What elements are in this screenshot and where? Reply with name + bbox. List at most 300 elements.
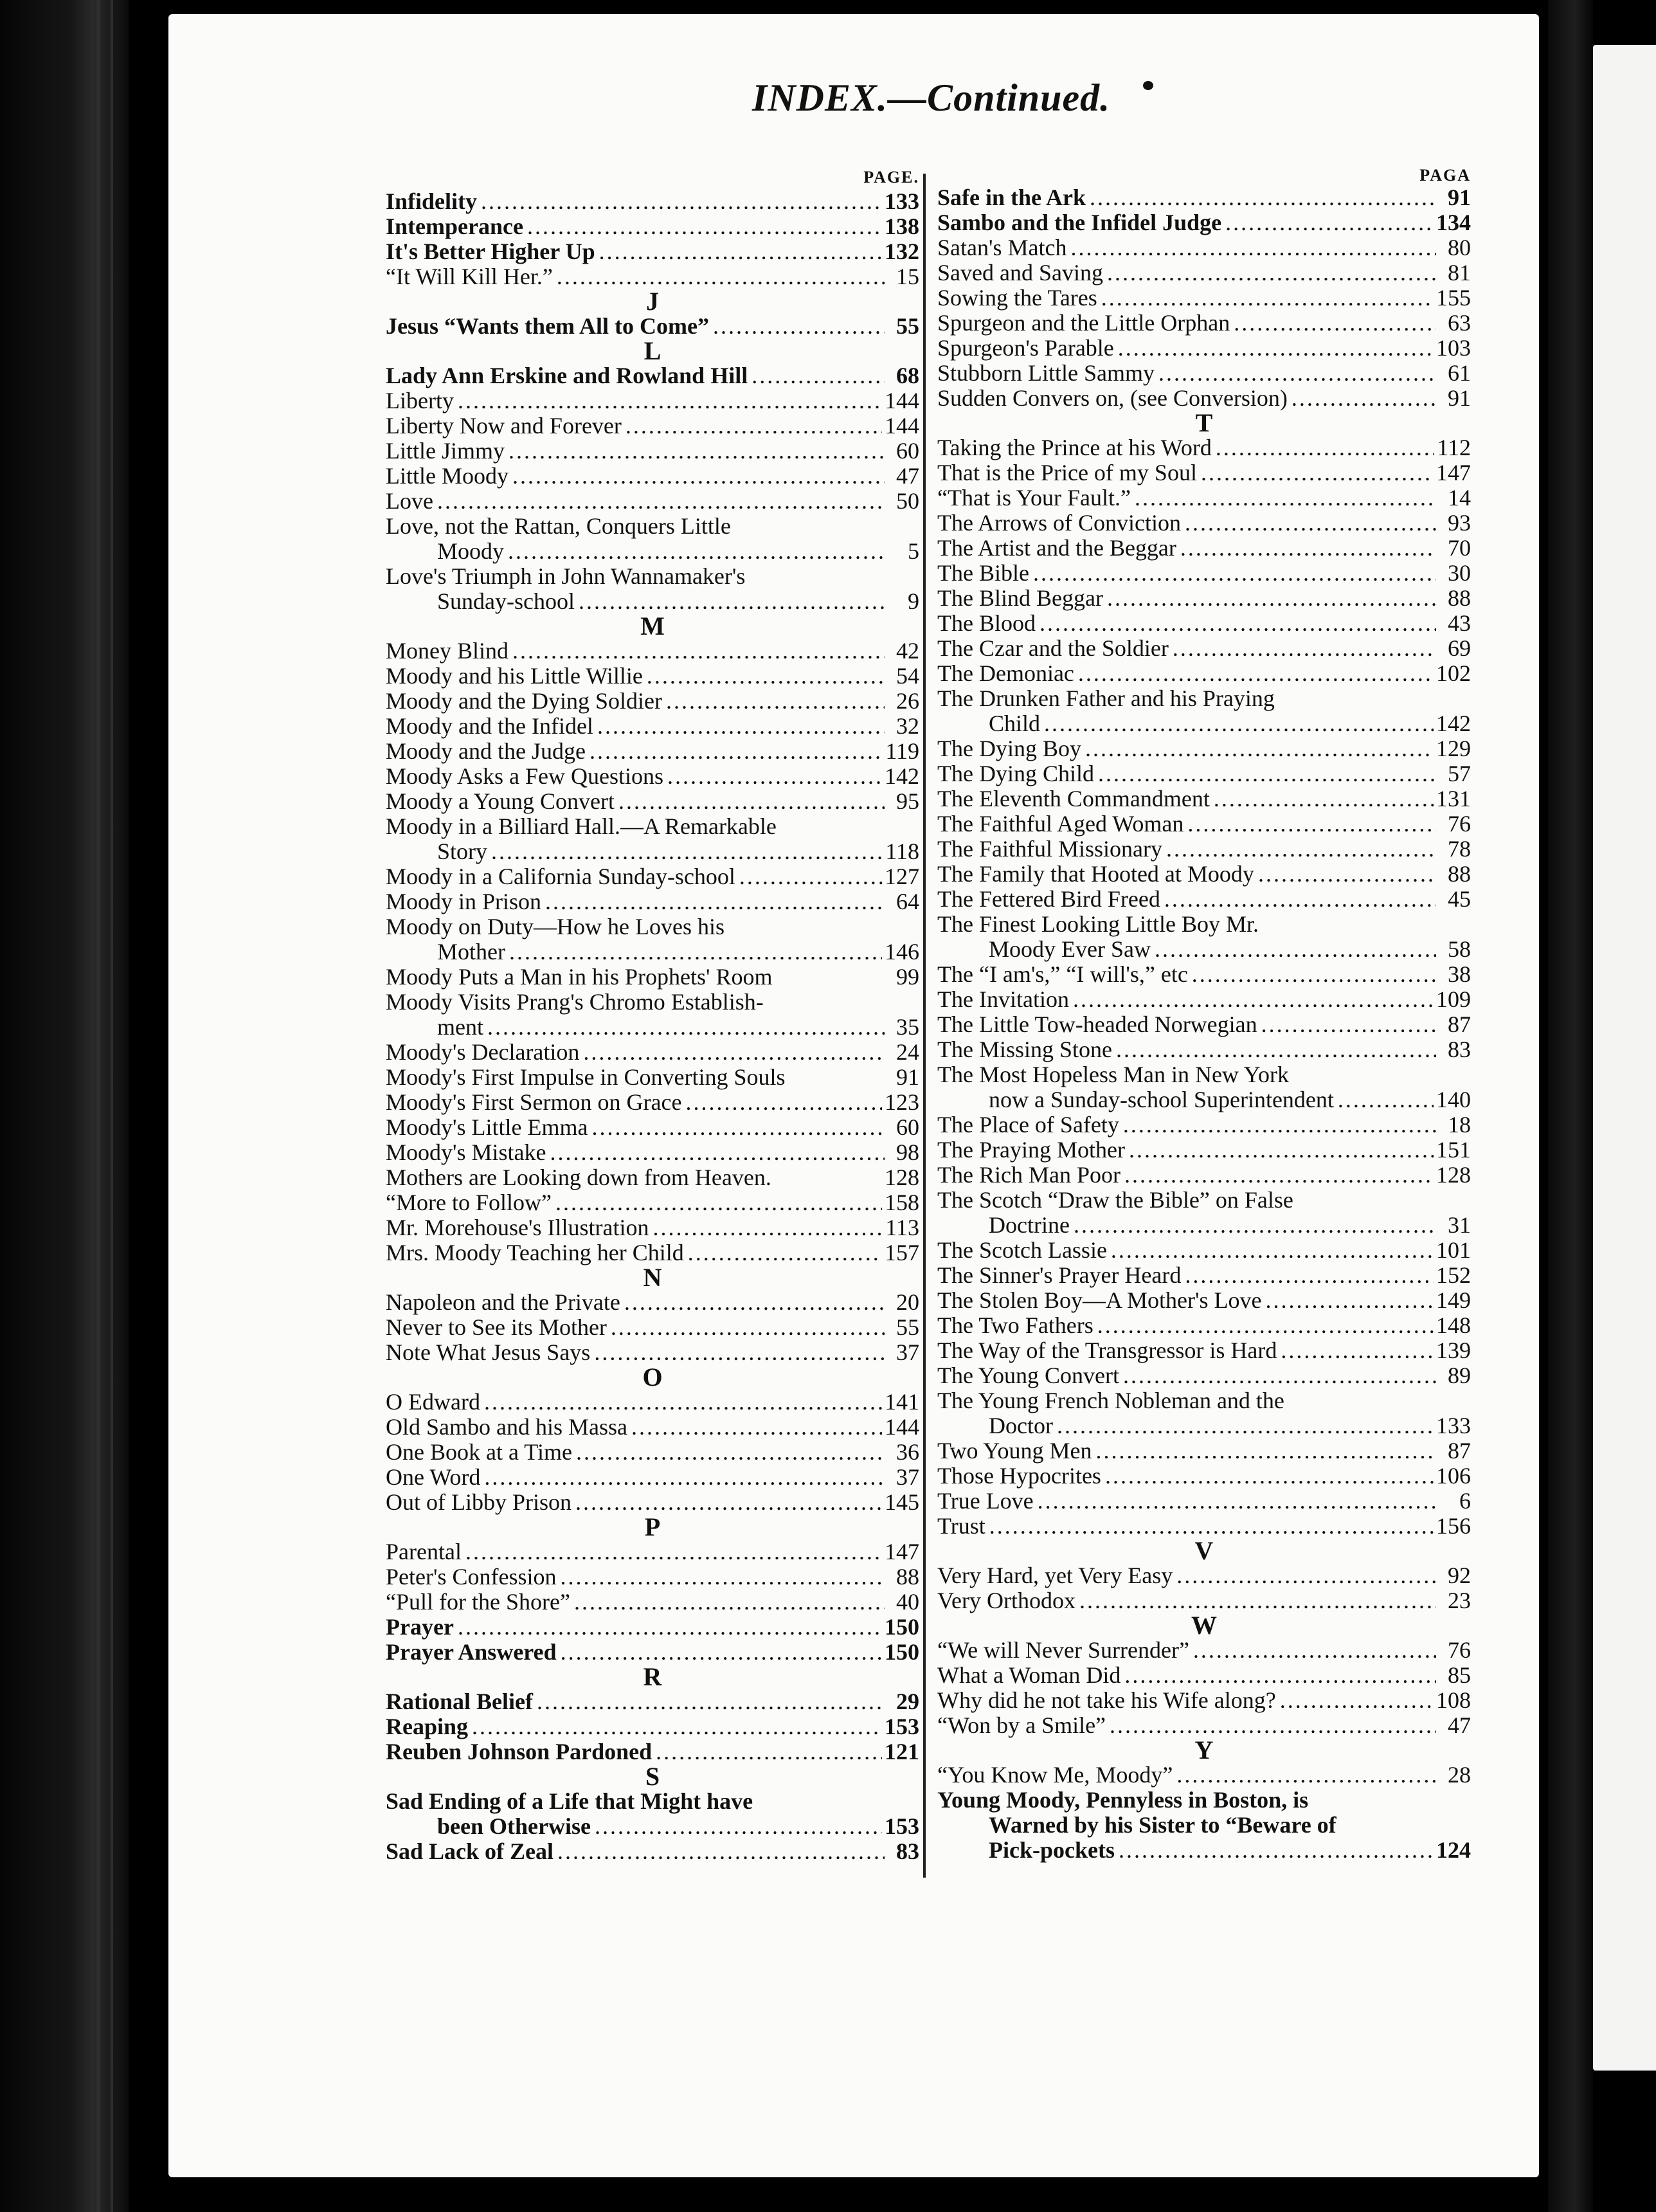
page-number: 55 xyxy=(896,313,919,339)
dot-leader xyxy=(1334,1087,1434,1112)
index-entry xyxy=(937,536,1471,561)
entry-title: been Otherwise xyxy=(437,1813,591,1839)
index-entry xyxy=(386,314,919,339)
page-number: 142 xyxy=(885,763,919,789)
index-column-left xyxy=(386,166,919,1864)
page-number: 83 xyxy=(896,1838,919,1864)
index-entry xyxy=(937,1012,1471,1037)
section-letter: P xyxy=(644,1512,661,1541)
entry-title: The Bible xyxy=(937,560,1029,586)
dot-leader xyxy=(433,489,885,514)
page-number: 102 xyxy=(1436,660,1471,686)
page-number: 150 xyxy=(885,1614,919,1640)
entry-title: Story xyxy=(437,839,488,864)
dot-leader xyxy=(477,189,882,214)
index-entry xyxy=(937,1514,1471,1539)
index-entry xyxy=(386,264,919,289)
index-entry xyxy=(386,1590,919,1615)
page-number: 121 xyxy=(885,1739,919,1764)
page-number: 129 xyxy=(1436,736,1471,761)
section-letter: R xyxy=(643,1662,662,1691)
dot-leader xyxy=(1069,987,1434,1012)
entry-title: Reaping xyxy=(386,1714,469,1739)
dot-leader xyxy=(1173,1763,1436,1788)
scan-right-border xyxy=(1548,0,1593,2212)
entry-title: The Little Tow-headed Norwegian xyxy=(937,1011,1257,1037)
dot-leader xyxy=(1212,435,1434,460)
index-entry xyxy=(937,912,1471,962)
dot-leader xyxy=(553,264,885,289)
entry-title: Love xyxy=(386,488,433,514)
index-entry xyxy=(386,1689,919,1714)
index-entry xyxy=(937,1563,1471,1588)
entry-title: The Czar and the Soldier xyxy=(937,635,1169,661)
dot-leader xyxy=(591,1814,882,1839)
page-number: 153 xyxy=(885,1813,919,1839)
entry-title: Liberty xyxy=(386,388,454,413)
entry-title: The Family that Hooted at Moody xyxy=(937,861,1254,887)
index-entry xyxy=(386,1390,919,1415)
dot-leader xyxy=(1076,1588,1436,1613)
page-number: 76 xyxy=(1448,1637,1471,1663)
entry-title: The Sinner's Prayer Heard xyxy=(937,1262,1182,1288)
entry-title: Moody Asks a Few Questions xyxy=(386,763,664,789)
dot-leader xyxy=(986,1514,1434,1539)
dot-leader xyxy=(546,1140,885,1165)
dot-leader xyxy=(505,939,882,965)
page-number: 157 xyxy=(885,1240,919,1265)
dot-leader xyxy=(487,839,883,864)
entry-title: Lady Ann Erskine and Rowland Hill xyxy=(386,363,748,388)
entry-title: Parental xyxy=(386,1539,462,1564)
index-entry xyxy=(386,914,919,965)
dot-leader xyxy=(663,764,882,789)
index-entry xyxy=(937,837,1471,862)
page-number: 24 xyxy=(896,1039,919,1065)
entry-title: now a Sunday-school Superintendent xyxy=(989,1087,1334,1112)
dot-leader xyxy=(615,789,885,814)
index-entry xyxy=(937,1688,1471,1713)
index-entry xyxy=(386,1839,919,1864)
page-number: 119 xyxy=(885,738,919,764)
dot-leader xyxy=(735,864,882,889)
page-number: 112 xyxy=(1437,435,1471,460)
entry-title: Pick-pockets xyxy=(989,1837,1115,1863)
entry-title: Moody's Declaration xyxy=(386,1039,580,1065)
dot-leader xyxy=(552,1190,882,1215)
page-number: 60 xyxy=(896,1114,919,1140)
dot-leader xyxy=(483,1015,885,1040)
index-entry xyxy=(386,1115,919,1140)
page-number: 85 xyxy=(1448,1662,1471,1688)
index-entry xyxy=(386,1415,919,1440)
page-number: 88 xyxy=(1448,585,1471,611)
page-number: 158 xyxy=(885,1190,919,1215)
dot-leader xyxy=(1125,1138,1434,1163)
entry-title: Rational Belief xyxy=(386,1689,533,1714)
entry-title: ment xyxy=(437,1014,483,1040)
dot-leader xyxy=(1277,1338,1434,1363)
page-number: 138 xyxy=(885,213,919,239)
index-entry xyxy=(386,464,919,489)
section-letter: T xyxy=(1195,408,1213,437)
entry-title: Taking the Prince at his Word xyxy=(937,435,1212,460)
dot-leader xyxy=(1221,210,1434,235)
page-number: 29 xyxy=(896,1689,919,1714)
page-number: 76 xyxy=(1448,811,1471,837)
dot-leader xyxy=(643,664,885,689)
entry-title: Sad Ending of a Life that Might have xyxy=(386,1788,753,1814)
page-number: 128 xyxy=(885,1165,919,1190)
dot-leader xyxy=(1103,260,1436,286)
entry-title: What a Woman Did xyxy=(937,1662,1121,1688)
index-entry xyxy=(386,1440,919,1465)
index-entry xyxy=(937,511,1471,536)
index-entry xyxy=(386,1065,919,1090)
entry-title: Moody in Prison xyxy=(386,889,542,914)
index-entry xyxy=(386,439,919,464)
dot-leader xyxy=(1120,1663,1436,1688)
index-entry xyxy=(937,1163,1471,1188)
entry-title: Moody Puts a Man in his Prophets' Room xyxy=(386,964,773,990)
index-entry xyxy=(937,636,1471,661)
index-entry xyxy=(386,1215,919,1240)
dot-leader xyxy=(1261,1288,1434,1313)
page-number: 140 xyxy=(1436,1087,1471,1112)
dot-leader xyxy=(556,1564,885,1590)
index-entry xyxy=(937,786,1471,811)
entry-title: Moody and his Little Willie xyxy=(386,663,643,689)
dot-leader xyxy=(1103,586,1436,611)
dot-leader xyxy=(748,363,885,388)
index-entry xyxy=(937,1238,1471,1263)
entry-title: Moody's First Impulse in Converting Souls xyxy=(386,1064,786,1090)
page-number: 91 xyxy=(1448,385,1471,411)
page-number: 15 xyxy=(896,264,919,289)
page-number: 128 xyxy=(1436,1162,1471,1188)
page-number: 83 xyxy=(1448,1037,1471,1062)
entry-title: The Praying Mother xyxy=(937,1137,1125,1163)
entry-title: Doctor xyxy=(989,1413,1053,1438)
entry-title: Stubborn Little Sammy xyxy=(937,360,1155,386)
page-number: 98 xyxy=(896,1139,919,1165)
index-entry xyxy=(937,1638,1471,1663)
index-entry xyxy=(386,564,919,614)
entry-title: Moody Ever Saw xyxy=(989,936,1151,962)
dot-leader xyxy=(480,1465,885,1490)
entry-title: Intemperance xyxy=(386,213,523,239)
scan-streak xyxy=(111,0,113,2212)
index-entry xyxy=(937,661,1471,686)
entry-title: The Arrows of Conviction xyxy=(937,510,1181,536)
page-number: 151 xyxy=(1436,1137,1471,1163)
page-number: 145 xyxy=(885,1489,919,1515)
index-entry xyxy=(386,639,919,664)
dot-leader xyxy=(1040,711,1434,736)
index-entry xyxy=(386,1140,919,1165)
page-number: 127 xyxy=(885,864,919,889)
index-entry xyxy=(386,1714,919,1739)
index-entry xyxy=(386,1615,919,1640)
page-number: 23 xyxy=(1448,1588,1471,1613)
index-entry xyxy=(937,336,1471,361)
page-number: 80 xyxy=(1448,235,1471,260)
entry-title: “Pull for the Shore” xyxy=(386,1589,570,1615)
entry-title: The Missing Stone xyxy=(937,1037,1113,1062)
dot-leader xyxy=(1094,761,1436,786)
entry-title: Love, not the Rattan, Conquers Little xyxy=(386,513,731,539)
dot-leader xyxy=(1066,235,1436,260)
index-entry xyxy=(386,1290,919,1315)
page-number: 63 xyxy=(1448,310,1471,336)
page-number: 81 xyxy=(1448,260,1471,286)
index-entry xyxy=(386,1240,919,1265)
entry-title: Old Sambo and his Massa xyxy=(386,1414,627,1440)
page-number: 103 xyxy=(1436,335,1471,361)
page-number: 47 xyxy=(1448,1712,1471,1738)
index-entry xyxy=(386,1340,919,1365)
index-entry xyxy=(937,962,1471,987)
index-entry xyxy=(386,664,919,689)
entry-title: Warned by his Sister to “Beware of xyxy=(989,1812,1336,1838)
index-entry xyxy=(386,789,919,814)
index-entry xyxy=(386,1564,919,1590)
page-number: 156 xyxy=(1436,1513,1471,1539)
entry-title: Moody on Duty—How he Loves his xyxy=(386,914,724,939)
index-entry xyxy=(937,1438,1471,1464)
dot-leader xyxy=(1276,1688,1434,1713)
index-entry xyxy=(386,1040,919,1065)
entry-title: Sambo and the Infidel Judge xyxy=(937,210,1222,235)
index-entry xyxy=(937,811,1471,837)
index-entry xyxy=(937,1588,1471,1613)
index-entry xyxy=(937,1388,1471,1438)
page-column-label: PAGA xyxy=(1419,166,1471,185)
dot-leader xyxy=(684,1240,882,1265)
dot-leader xyxy=(1162,837,1436,862)
page-number: 149 xyxy=(1436,1287,1471,1313)
page-number: 113 xyxy=(885,1215,919,1240)
index-entry xyxy=(386,214,919,239)
page-number: 123 xyxy=(885,1089,919,1115)
index-entry xyxy=(937,1263,1471,1288)
entry-title: Liberty Now and Forever xyxy=(386,413,622,439)
dot-leader xyxy=(1210,786,1434,811)
index-entry xyxy=(937,286,1471,311)
dot-leader xyxy=(1034,1489,1436,1514)
section-letter: W xyxy=(1191,1611,1217,1640)
index-entry xyxy=(937,1188,1471,1238)
page-number: 28 xyxy=(1448,1762,1471,1788)
entry-title: Napoleon and the Private xyxy=(386,1289,620,1315)
page-number: 70 xyxy=(1448,535,1471,561)
page-number: 133 xyxy=(1436,1413,1471,1438)
page-number: 54 xyxy=(896,663,919,689)
index-entry xyxy=(937,1062,1471,1112)
dot-leader xyxy=(572,1440,885,1465)
entry-title: Those Hypocrites xyxy=(937,1463,1101,1489)
dot-leader xyxy=(1115,1838,1434,1863)
entry-title: Note What Jesus Says xyxy=(386,1339,591,1365)
section-letter: Y xyxy=(1194,1736,1214,1764)
page-number: 106 xyxy=(1436,1463,1471,1489)
dot-leader xyxy=(1184,811,1436,837)
index-entry xyxy=(386,889,919,914)
page-number: 144 xyxy=(885,1414,919,1440)
page-number: 37 xyxy=(896,1339,919,1365)
index-entry xyxy=(386,489,919,514)
entry-title: Moody xyxy=(437,538,505,564)
index-entry xyxy=(937,611,1471,636)
dot-leader xyxy=(595,239,882,264)
dot-leader xyxy=(1173,1563,1436,1588)
entry-title: The Faithful Aged Woman xyxy=(937,811,1184,837)
page-number: 155 xyxy=(1436,285,1471,311)
page-number: 45 xyxy=(1448,886,1471,912)
dot-leader xyxy=(1169,636,1436,661)
entry-title: Sowing the Tares xyxy=(937,285,1097,311)
index-entry xyxy=(386,1465,919,1490)
page-number: 47 xyxy=(896,463,919,489)
page-number: 148 xyxy=(1436,1312,1471,1338)
entry-title: Moody and the Infidel xyxy=(386,713,593,739)
index-entry xyxy=(937,1338,1471,1363)
entry-title: Reuben Johnson Pardoned xyxy=(386,1739,652,1764)
page-number: 141 xyxy=(885,1389,919,1415)
page-number: 14 xyxy=(1448,485,1471,511)
entry-title: Moody and the Judge xyxy=(386,738,586,764)
entry-title: It's Better Higher Up xyxy=(386,239,595,264)
dot-leader xyxy=(1119,1112,1436,1138)
page-number: 35 xyxy=(896,1014,919,1040)
dot-leader xyxy=(607,1315,885,1340)
dot-leader xyxy=(1189,1638,1436,1663)
index-entry xyxy=(386,1315,919,1340)
page-number: 150 xyxy=(885,1639,919,1665)
entry-title: The Scotch “Draw the Bible” on False xyxy=(937,1187,1293,1213)
next-page-edge xyxy=(1593,45,1656,2071)
dot-leader xyxy=(557,1640,882,1665)
page-number: 132 xyxy=(885,239,919,264)
page-number: 133 xyxy=(885,188,919,214)
dot-leader xyxy=(1081,736,1434,761)
dot-leader xyxy=(1036,611,1436,636)
dot-leader xyxy=(622,413,882,439)
page-number: 32 xyxy=(896,713,919,739)
entry-title: “That is Your Fault.” xyxy=(937,485,1131,511)
page-number: 108 xyxy=(1436,1687,1471,1713)
page-number: 118 xyxy=(885,839,919,864)
page-number: 50 xyxy=(896,488,919,514)
section-letter: M xyxy=(640,612,665,640)
dot-leader xyxy=(575,589,885,614)
page-number: 26 xyxy=(896,688,919,714)
entry-title: The Dying Child xyxy=(937,761,1094,786)
page-number: 92 xyxy=(1448,1563,1471,1588)
page-number: 30 xyxy=(1448,560,1471,586)
entry-title: Prayer xyxy=(386,1614,454,1640)
entry-title: The Two Fathers xyxy=(937,1312,1094,1338)
entry-title: Sunday-school xyxy=(437,588,575,614)
entry-title: The Drunken Father and his Praying xyxy=(937,685,1275,711)
index-entry xyxy=(386,689,919,714)
index-entry xyxy=(386,1190,919,1215)
dot-leader xyxy=(1119,1363,1436,1388)
index-entry xyxy=(937,485,1471,511)
section-letter: L xyxy=(644,336,662,365)
index-entry xyxy=(386,1165,919,1190)
dot-leader xyxy=(1288,386,1436,411)
page-number: 18 xyxy=(1448,1112,1471,1138)
index-entry xyxy=(937,1112,1471,1138)
index-entry xyxy=(386,1490,919,1515)
entry-title: Never to See its Mother xyxy=(386,1314,607,1340)
page-number: 55 xyxy=(896,1314,919,1340)
page-number: 91 xyxy=(896,1064,919,1090)
dot-leader xyxy=(1131,485,1436,511)
entry-title: Infidelity xyxy=(386,188,478,214)
page-number: 131 xyxy=(1436,786,1471,811)
entry-title: Jesus “Wants them All to Come” xyxy=(386,313,709,339)
dot-leader xyxy=(1112,1037,1436,1062)
page-number: 6 xyxy=(1459,1488,1471,1514)
page-number: 144 xyxy=(885,388,919,413)
entry-title: The Blind Beggar xyxy=(937,585,1103,611)
page-number: 69 xyxy=(1448,635,1471,661)
page-number: 147 xyxy=(1436,460,1471,485)
entry-title: Spurgeon's Parable xyxy=(937,335,1114,361)
entry-title: Saved and Saving xyxy=(937,260,1103,286)
index-entry xyxy=(937,987,1471,1012)
entry-title: “More to Follow” xyxy=(386,1190,552,1215)
page-number: 87 xyxy=(1448,1438,1471,1464)
entry-title: Mothers are Looking down from Heaven. xyxy=(386,1165,771,1190)
index-entry xyxy=(937,361,1471,386)
entry-title: Doctrine xyxy=(989,1212,1070,1238)
index-entry xyxy=(937,1663,1471,1688)
index-entry xyxy=(386,1739,919,1764)
index-entry xyxy=(386,514,919,564)
dot-leader xyxy=(627,1415,882,1440)
entry-title: True Love xyxy=(937,1488,1034,1514)
entry-title: Mother xyxy=(437,939,505,965)
section-letter: J xyxy=(646,287,659,316)
index-column-right xyxy=(937,166,1471,1863)
index-entry xyxy=(937,435,1471,460)
dot-leader xyxy=(1230,311,1436,336)
dot-leader xyxy=(620,1290,885,1315)
entry-title: Sudden Convers on, (see Conversion) xyxy=(937,385,1288,411)
entry-title: Moody a Young Convert xyxy=(386,788,615,814)
dot-leader xyxy=(649,1215,883,1240)
section-letter: N xyxy=(643,1263,662,1292)
page-number: 43 xyxy=(1448,610,1471,636)
entry-title: “We will Never Surrender” xyxy=(937,1637,1189,1663)
entry-title: Sad Lack of Zeal xyxy=(386,1838,554,1864)
entry-title: The Stolen Boy—A Mother's Love xyxy=(937,1287,1262,1313)
entry-title: The Fettered Bird Freed xyxy=(937,886,1160,912)
index-entry xyxy=(386,965,919,990)
page-number: 38 xyxy=(1448,961,1471,987)
page-number: 88 xyxy=(896,1564,919,1590)
index-entry xyxy=(937,1763,1471,1788)
page-number: 87 xyxy=(1448,1011,1471,1037)
index-entry xyxy=(937,260,1471,286)
page-number: 5 xyxy=(908,538,919,564)
index-entry xyxy=(937,185,1471,210)
entry-title: That is the Price of my Soul xyxy=(937,460,1197,485)
entry-title: The Scotch Lassie xyxy=(937,1237,1107,1263)
